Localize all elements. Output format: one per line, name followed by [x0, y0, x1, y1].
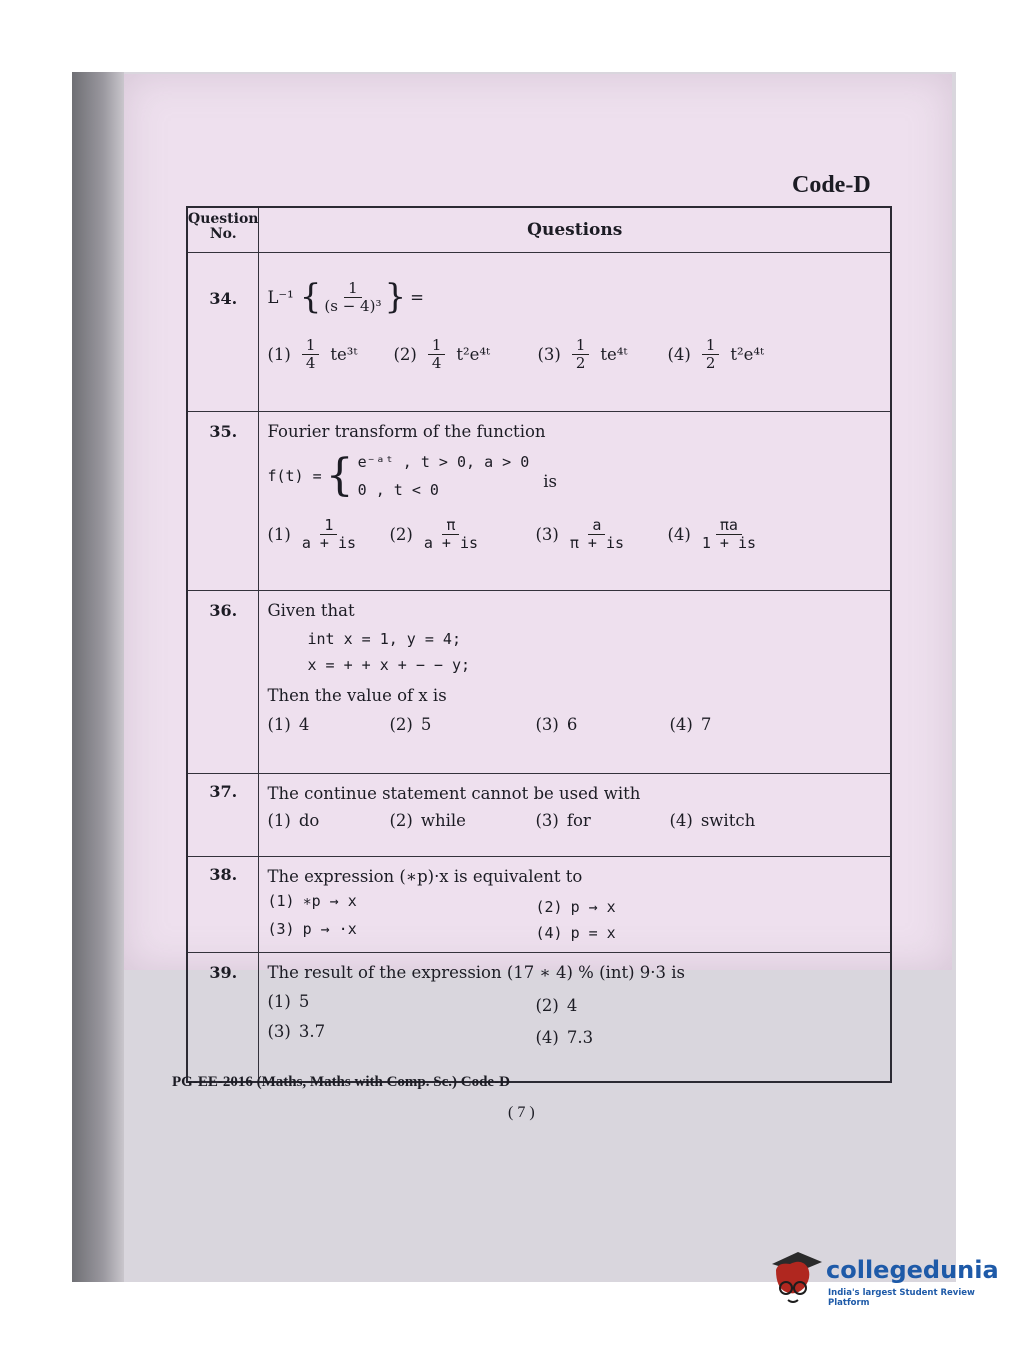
brand-name: collegedunia [826, 1256, 999, 1284]
q37-options [267, 811, 890, 839]
q35-option-2: (2) $\frac{\pi}{a + is}$ [389, 516, 479, 552]
q34-option-4: (4) $\frac{1}{2}$ t²e⁴ᵗ [667, 336, 765, 372]
question-body-38 [259, 857, 891, 953]
q34-expression: L⁻¹ { $\frac{1}{\text{(s − 4)³}}$ } = [267, 277, 424, 317]
question-table [186, 206, 892, 1083]
q38-options-row-1 [267, 892, 890, 916]
q34-option-3: (3) $\frac{1}{2}$ te⁴ᵗ [537, 336, 628, 372]
question-number: 34. [187, 253, 259, 412]
q37-option-4: (4) switch [669, 811, 756, 830]
question-row-38 [187, 857, 891, 953]
q35-option-4: (4) $\frac{\pi a}{1 + is}$ [667, 516, 757, 552]
q34-option-1: (1) $\frac{1}{4}$ te³ᵗ [267, 336, 358, 372]
page-footer: PG-EE-2016 (Maths, Maths with Comp. Sc.) Code-D [172, 1074, 510, 1090]
q39-options-row-1 [267, 992, 890, 1018]
col-header-question-no: Question No. [187, 207, 259, 253]
q36-option-1: (1) 4 [267, 715, 310, 734]
scan-edge-shadow [72, 72, 124, 1282]
q39-text: The result of the expression (17 ∗ 4) % (int) 9·3 is [267, 963, 685, 982]
q38-option-4: (4) p = x [535, 924, 616, 942]
brand-tagline: India's largest Student Review Platform [828, 1288, 975, 1308]
col-header-questions: Questions [259, 207, 891, 253]
q38-text: The expression (∗p)·x is equivalent to [267, 867, 583, 886]
q38-option-1: (1) ∗p → x [267, 892, 357, 910]
question-body-39 [259, 953, 891, 1083]
q34-fraction: $\frac{1}{\text{(s − 4)³}}$ [324, 278, 382, 315]
graduate-mascot-icon [768, 1248, 824, 1308]
code-label: Code-D [792, 172, 871, 198]
q35-text: Fourier transform of the function [267, 422, 546, 441]
page-number: ( 7 ) [508, 1104, 535, 1121]
question-body-34 [259, 253, 891, 412]
q38-option-3: (3) p → ·x [267, 920, 357, 938]
inverse-laplace-symbol: L⁻¹ [267, 287, 294, 307]
q36-option-2: (2) 5 [389, 715, 432, 734]
question-number: 39. [187, 953, 259, 1083]
q36-then-text: Then the value of x is [267, 686, 447, 705]
question-body-37 [259, 774, 891, 857]
collegedunia-watermark [768, 1248, 998, 1308]
q34-options [267, 336, 890, 372]
question-number: 38. [187, 857, 259, 953]
question-row-36 [187, 591, 891, 774]
q35-options [267, 517, 890, 557]
question-row-35 [187, 412, 891, 591]
q36-options [267, 715, 890, 743]
q37-text: The continue statement cannot be used with [267, 784, 641, 803]
question-body-35 [259, 412, 891, 591]
question-body-36 [259, 591, 891, 774]
q39-option-2: (2) 4 [535, 996, 578, 1015]
q36-code-line-2: x = + + x + − − y; [307, 656, 471, 674]
table-header-row [187, 207, 891, 253]
q37-option-2: (2) while [389, 811, 466, 830]
q38-option-2: (2) p → x [535, 898, 616, 916]
question-number: 36. [187, 591, 259, 774]
q39-options-row-2 [267, 1022, 890, 1048]
question-number: 37. [187, 774, 259, 857]
question-row-34 [187, 253, 891, 412]
question-number: 35. [187, 412, 259, 591]
q37-option-1: (1) do [267, 811, 320, 830]
q35-piecewise: f(t) = { e⁻ᵃᵗ , t > 0, a > 0 0 , t < 0 is [267, 450, 557, 501]
q38-options-row-2 [267, 920, 890, 944]
q35-option-3: (3) $\frac{a}{\pi + is}$ [535, 516, 625, 552]
q36-option-3: (3) 6 [535, 715, 578, 734]
q39-option-3: (3) 3.7 [267, 1022, 326, 1041]
q34-option-2: (2) $\frac{1}{4}$ t²e⁴ᵗ [393, 336, 491, 372]
q36-text: Given that [267, 601, 355, 620]
question-row-39 [187, 953, 891, 1083]
question-row-37 [187, 774, 891, 857]
q39-option-1: (1) 5 [267, 992, 310, 1011]
q35-option-1: (1) $\frac{1}{a + is}$ [267, 516, 357, 552]
q36-option-4: (4) 7 [669, 715, 712, 734]
q37-option-3: (3) for [535, 811, 591, 830]
q36-code-line-1: int x = 1, y = 4; [307, 630, 461, 648]
q39-option-4: (4) 7.3 [535, 1028, 594, 1047]
